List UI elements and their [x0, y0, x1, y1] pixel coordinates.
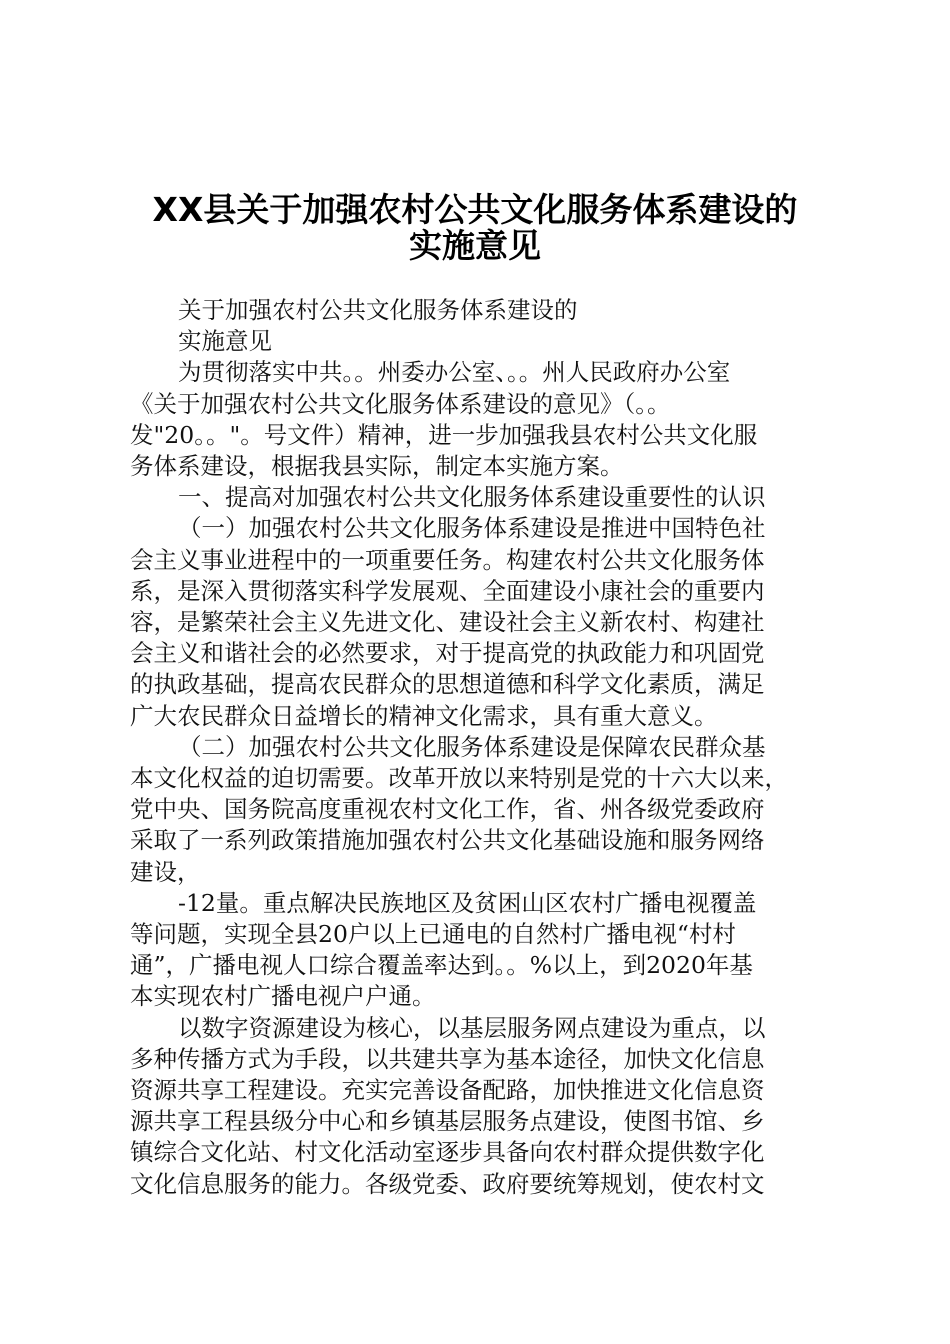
text-line: 容，是繁荣社会主义先进文化、建设社会主义新农村、构建社	[130, 608, 765, 637]
text-line: 文化信息服务的能力。各级党委、政府要统筹规划，使农村文	[130, 1169, 765, 1198]
text-line: 资源共享工程建设。充实完善设备配路，加快推进文化信息资	[130, 1076, 765, 1105]
text-line: 发"20。。"。号文件）精神，进一步加强我县农村公共文化服	[130, 420, 758, 449]
text-line: 建设，	[130, 857, 201, 886]
body-paragraph	[130, 513, 830, 731]
text-line: 党中央、国务院高度重视农村文化工作，省、州各级党委政府	[130, 795, 765, 824]
text-line: （一）加强农村公共文化服务体系建设是推进中国特色社	[178, 514, 766, 543]
text-line: 源共享工程县级分中心和乡镇基层服务点建设，使图书馆、乡	[130, 1107, 765, 1136]
text-line: 会主义和谐社会的必然要求，对于提高党的执政能力和巩固党	[130, 639, 765, 668]
text-line: 本文化权益的迫切需要。改革开放以来特别是党的十六大以来，	[130, 764, 788, 793]
document-title-line1: XX县关于加强农村公共文化服务体系建设的	[152, 190, 798, 229]
text-line: 镇综合文化站、村文化活动室逐步具备向农村群众提供数字化	[130, 1138, 765, 1167]
text-line: 等问题，实现全县20户以上已通电的自然村广播电视“村村	[130, 920, 736, 949]
text-line: 务体系建设，根据我县实际，制定本实施方案。	[130, 452, 624, 481]
text-line: 实施意见	[178, 327, 272, 356]
text-line: 多种传播方式为手段，以共建共享为基本途径，加快文化信息	[130, 1044, 765, 1073]
text-line: 采取了一系列政策措施加强农村公共文化基础设施和服务网络	[130, 826, 765, 855]
document-title-line2: 实施意见	[409, 226, 541, 265]
section-heading	[130, 482, 830, 513]
body-paragraph	[130, 888, 830, 1013]
text-line: 的执政基础，提高农民群众的思想道德和科学文化素质，满足	[130, 670, 765, 699]
subtitle-paragraph	[130, 295, 830, 326]
document-body	[130, 295, 830, 1200]
text-line: （二）加强农村公共文化服务体系建设是保障农民群众基	[178, 732, 766, 761]
subtitle-paragraph	[130, 326, 830, 357]
text-line: 广大农民群众日益增长的精神文化需求，具有重大意义。	[130, 701, 718, 730]
text-line: 以数字资源建设为核心，以基层服务网点建设为重点，以	[178, 1013, 766, 1042]
text-line: 一、提高对加强农村公共文化服务体系建设重要性的认识	[178, 483, 766, 512]
intro-paragraph	[130, 357, 830, 482]
text-line: -12量。重点解决民族地区及贫困山区农村广播电视覆盖	[178, 888, 757, 917]
text-line: 为贯彻落实中共。。州委办公室、。。州人民政府办公室	[178, 358, 731, 387]
text-line: 本实现农村广播电视户户通。	[130, 982, 436, 1011]
text-line: 《关于加强农村公共文化服务体系建设的意见》（。。	[130, 389, 671, 418]
body-paragraph	[130, 1013, 830, 1200]
text-line: 会主义事业进程中的一项重要任务。构建农村公共文化服务体	[130, 545, 765, 574]
text-line: 关于加强农村公共文化服务体系建设的	[178, 296, 578, 324]
text-line: 通”，广播电视人口综合覆盖率达到。。%以上，到2020年基	[130, 951, 753, 980]
text-line: 系，是深入贯彻落实科学发展观、全面建设小康社会的重要内	[130, 576, 765, 605]
body-paragraph	[130, 732, 830, 888]
